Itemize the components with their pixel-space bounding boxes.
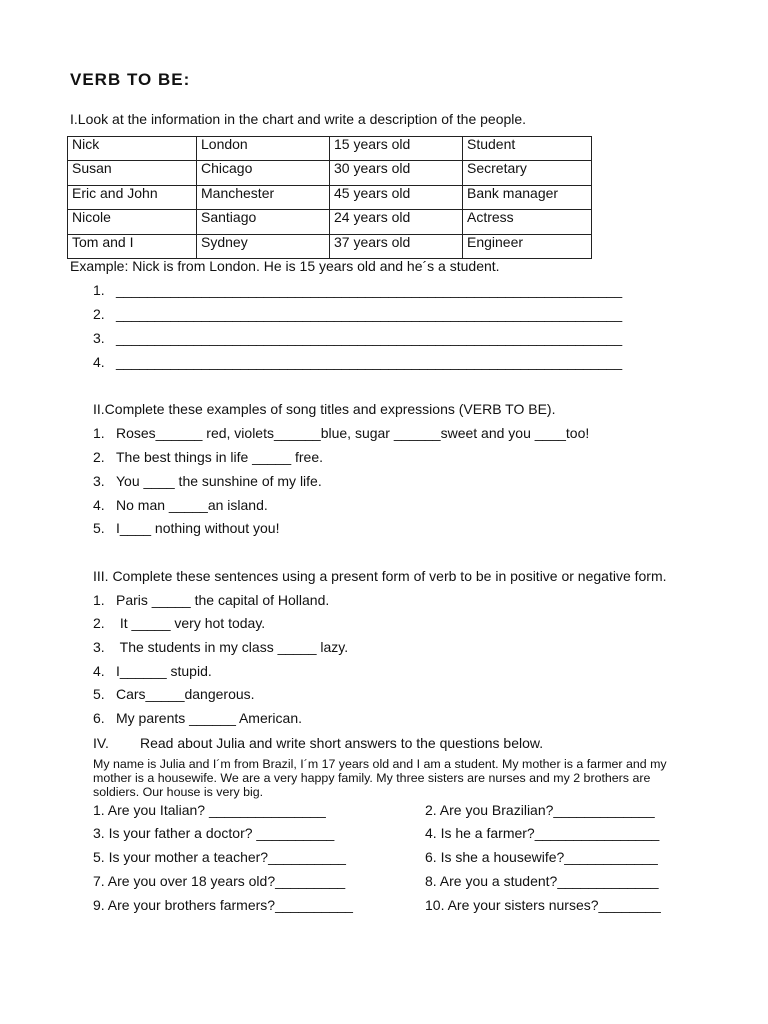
table-cell: Sydney [197,234,330,258]
table-cell: Bank manager [463,185,592,209]
example-sentence: Example: Nick is from London. He is 15 years old and he´s a student. [70,258,500,274]
line-blank: _________________________________________________________________ [116,330,623,346]
item-number: 5. [93,686,105,702]
item-text: The students in my class _____ lazy. [116,639,349,655]
section2-instruction: II.Complete these examples of song titles and expressions (VERB TO BE). [93,401,556,417]
table-row [68,210,592,234]
list-item[interactable] [93,473,322,489]
question-item[interactable]: 5. Is your mother a teacher?__________ [93,849,346,865]
item-text: The best things in life _____ free. [116,449,324,465]
question-item[interactable]: 4. Is he a farmer?________________ [425,825,660,841]
worksheet-title: VERB TO BE: [70,70,191,89]
item-text: My parents ______ American. [116,710,302,726]
table-row [68,137,592,161]
table-cell: Student [463,137,592,161]
line-blank: _________________________________________________________________ [116,306,623,322]
item-number: 3. [93,473,105,489]
section4-instruction: Read about Julia and write short answers to the questions below. [140,735,544,751]
item-text: I______ stupid. [116,663,212,679]
table-cell: Eric and John [68,185,197,209]
item-text: You ____ the sunshine of my life. [116,473,322,489]
answer-line[interactable] [93,282,622,298]
julia-paragraph: My name is Julia and I´m from Brazil, I´m 17 years old and I am a student. My mother is a farmer and my mother is a housewife. We are a very happy family. My three sisters are nurses and my 2 brothers are soldiers. Our house is very big. [93,757,667,799]
question-item[interactable]: 2. Are you Brazilian?_____________ [425,802,655,818]
list-item[interactable] [93,425,589,441]
item-number: 1. [93,592,105,608]
item-number: 3. [93,639,105,655]
answer-line[interactable] [93,306,622,322]
table-cell: Nicole [68,210,197,234]
list-item[interactable] [93,497,268,513]
list-item[interactable] [93,449,323,465]
item-text: Paris _____ the capital of Holland. [116,592,330,608]
list-item[interactable] [93,710,302,726]
line-blank: _________________________________________________________________ [116,282,623,298]
answer-line[interactable] [93,354,622,370]
question-item[interactable]: 1. Are you Italian? _______________ [93,802,326,818]
section1-instruction: I.Look at the information in the chart and write a description of the people. [70,111,527,127]
list-item[interactable] [93,663,212,679]
table-cell: 45 years old [330,185,463,209]
list-item[interactable] [93,592,329,608]
item-number: 4. [93,497,105,513]
table-cell: Tom and I [68,234,197,258]
table-cell: Engineer [463,234,592,258]
item-number: 6. [93,710,105,726]
item-text: It _____ very hot today. [116,615,266,631]
table-cell: Manchester [197,185,330,209]
question-item[interactable]: 6. Is she a housewife?____________ [425,849,658,865]
item-text: Roses______ red, violets______blue, sugar ______sweet and you ____too! [116,425,590,441]
item-number: 5. [93,520,105,536]
line-number: 2. [93,306,105,322]
table-row [68,185,592,209]
line-number: 4. [93,354,105,370]
table-cell: London [197,137,330,161]
people-chart [67,136,592,259]
item-number: 1. [93,425,105,441]
item-number: 2. [93,615,105,631]
item-text: No man _____an island. [116,497,268,513]
answer-line[interactable] [93,330,622,346]
question-item[interactable]: 7. Are you over 18 years old?_________ [93,873,346,889]
item-number: 4. [93,663,105,679]
table-cell: Nick [68,137,197,161]
table-cell: Chicago [197,161,330,185]
list-item[interactable] [93,520,279,536]
table-cell: Santiago [197,210,330,234]
item-text: I____ nothing without you! [116,520,280,536]
table-cell: 15 years old [330,137,463,161]
table-row [68,234,592,258]
table-cell: 30 years old [330,161,463,185]
table-cell: Actress [463,210,592,234]
item-number: 2. [93,449,105,465]
line-blank: _________________________________________________________________ [116,354,623,370]
item-text: Cars_____dangerous. [116,686,255,702]
list-item[interactable] [93,615,265,631]
question-item[interactable]: 8. Are you a student?_____________ [425,873,659,889]
question-item[interactable]: 10. Are your sisters nurses?________ [425,897,661,913]
question-item[interactable]: 9. Are your brothers farmers?__________ [93,897,353,913]
section3-instruction: III. Complete these sentences using a present form of verb to be in positive or negative form. [93,568,667,584]
section4-number: IV. [93,735,109,751]
table-cell: 37 years old [330,234,463,258]
list-item[interactable] [93,686,255,702]
question-item[interactable]: 3. Is your father a doctor? __________ [93,825,335,841]
table-row [68,161,592,185]
table-cell: 24 years old [330,210,463,234]
line-number: 3. [93,330,105,346]
table-cell: Susan [68,161,197,185]
list-item[interactable] [93,639,348,655]
table-cell: Secretary [463,161,592,185]
line-number: 1. [93,282,105,298]
